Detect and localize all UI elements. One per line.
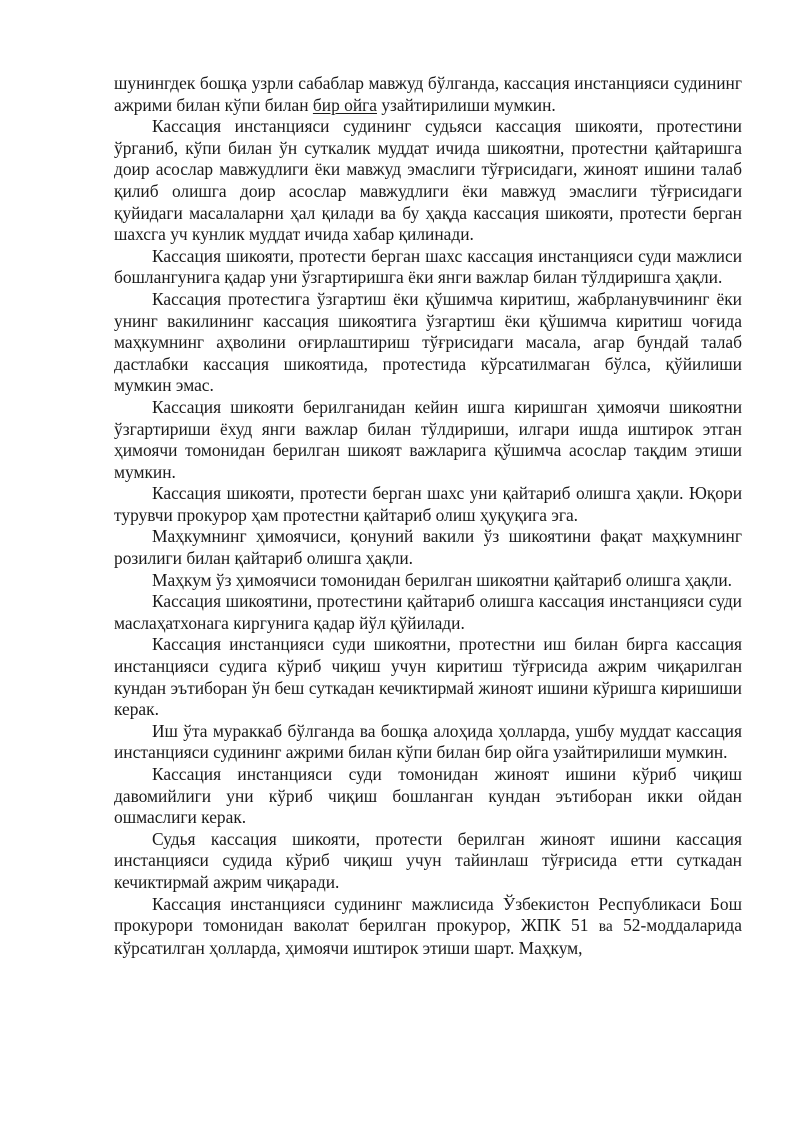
paragraph-13-end: 52-моддаларида кўрсатилган ҳолларда, ҳимоячи иштирок этиши шарт. Маҳкум, — [114, 915, 742, 958]
paragraph-1: Кассация инстанцияси судининг судьяси кассация шикояти, протестини ўрганиб, кўпи билан ўн суткалик муддат ичида шикоятни, протестни қайтаришга доир асослар мавжудлиги ёки мавжуд эмаслиги тўғрисидаги, жиноят ишини талаб қилиб олишга доир асослар мавжудлиги ёки мавжуд эмаслиги тўғрисидаги қуйидаги масалаларни ҳал қилади ва бу ҳақда кассация шикояти, протести берган шахсга уч кунлик муддат ичида хабар қилинади. — [114, 116, 742, 245]
paragraph-10: Иш ўта мураккаб бўлганда ва бошқа алоҳида ҳолларда, ушбу муддат кассация инстанцияси судининг ажрими билан кўпи билан бир ойга узайтирилиши мумкин. — [114, 720, 742, 763]
paragraph-13-start: Кассация инстанцияси судининг мажлисида Ўзбекистон Республикаси Бош прокурори томонидан ваколат берилган прокурор, ЖПК 51 — [114, 893, 742, 936]
paragraph-11: Кассация инстанцияси суди томонидан жиноят ишини кўриб чиқиш давомийлиги уни кўриб чиқиш бошланган кундан эътиборан икки ойдан ошмаслиги керак. — [114, 764, 742, 828]
paragraph-13-small-word: ва — [598, 918, 613, 936]
paragraph-9: Кассация инстанцияси суди шикоятни, протестни иш билан бирга кассация инстанцияси судига кўриб чиқиш учун киритиш тўғрисида ажрим чиқарилган кундан эътиборан ўн беш суткадан кечиктирмай жиноят ишини кўришга киришиши керак. — [114, 634, 742, 720]
paragraph-6: Маҳкумнинг ҳимоячиси, қонуний вакили ўз шикоятини фақат маҳкумнинг розилиги билан қайтариб олишга ҳақли. — [114, 526, 742, 569]
paragraph-4: Кассация шикояти берилганидан кейин ишга киришган ҳимоячи шикоятни ўзгартириши ёхуд янги важлар билан тўлдириши, илгари ишда иштирок этган ҳимоячи томонидан берилган шикоят важларига қўшимча асослар тақдим этиши мумкин. — [114, 396, 742, 482]
paragraph-0-end: узайтирилиши мумкин. — [376, 94, 556, 115]
paragraph-13 — [114, 894, 742, 960]
paragraph-12: Судья кассация шикояти, протести берилган жиноят ишини кассация инстанцияси судида кўриб чиқиш учун тайинлаш тўғрисида етти суткадан кечиктирмай ажрим чиқаради. — [114, 828, 742, 892]
paragraph-0-start: шунингдек бошқа узрли сабаблар мавжуд бўлганда, кассация инстанцияси судининг ажрими билан кўпи билан — [114, 73, 742, 115]
paragraph-5: Кассация шикояти, протести берган шахс уни қайтариб олишга ҳақли. Юқори турувчи прокурор ҳам протестни қайтариб олиш ҳуқуқига эга. — [114, 483, 742, 525]
document-page — [114, 73, 742, 959]
paragraph-0 — [114, 73, 742, 116]
paragraph-8: Кассация шикоятини, протестини қайтариб олишга кассация инстанцияси суди маслаҳатхонага киргунига қадар йўл қўйилади. — [114, 591, 742, 633]
paragraph-3: Кассация протестига ўзгартиш ёки қўшимча киритиш, жабрланувчининг ёки унинг вакилининг кассация шикоятига ўзгартиш ёки қўшимча киритиш чоғида маҳкумнинг аҳволини оғирлаштириш тўғрисидаги масала, агар бундай талаб дастлабки кассация шикоятида, протестида кўрсатилмаган бўлса, қўйилиши мумкин эмас. — [114, 288, 742, 396]
underlined-phrase: бир ойга — [312, 94, 377, 115]
paragraph-7: Маҳкум ўз ҳимоячиси томонидан берилган шикоятни қайтариб олишга ҳақли. — [152, 569, 733, 590]
paragraph-2: Кассация шикояти, протести берган шахс кассация инстанцияси суди мажлиси бошлангунига қадар уни ўзгартиришга ёки янги важлар билан тўлдиришга ҳақли. — [114, 245, 742, 288]
